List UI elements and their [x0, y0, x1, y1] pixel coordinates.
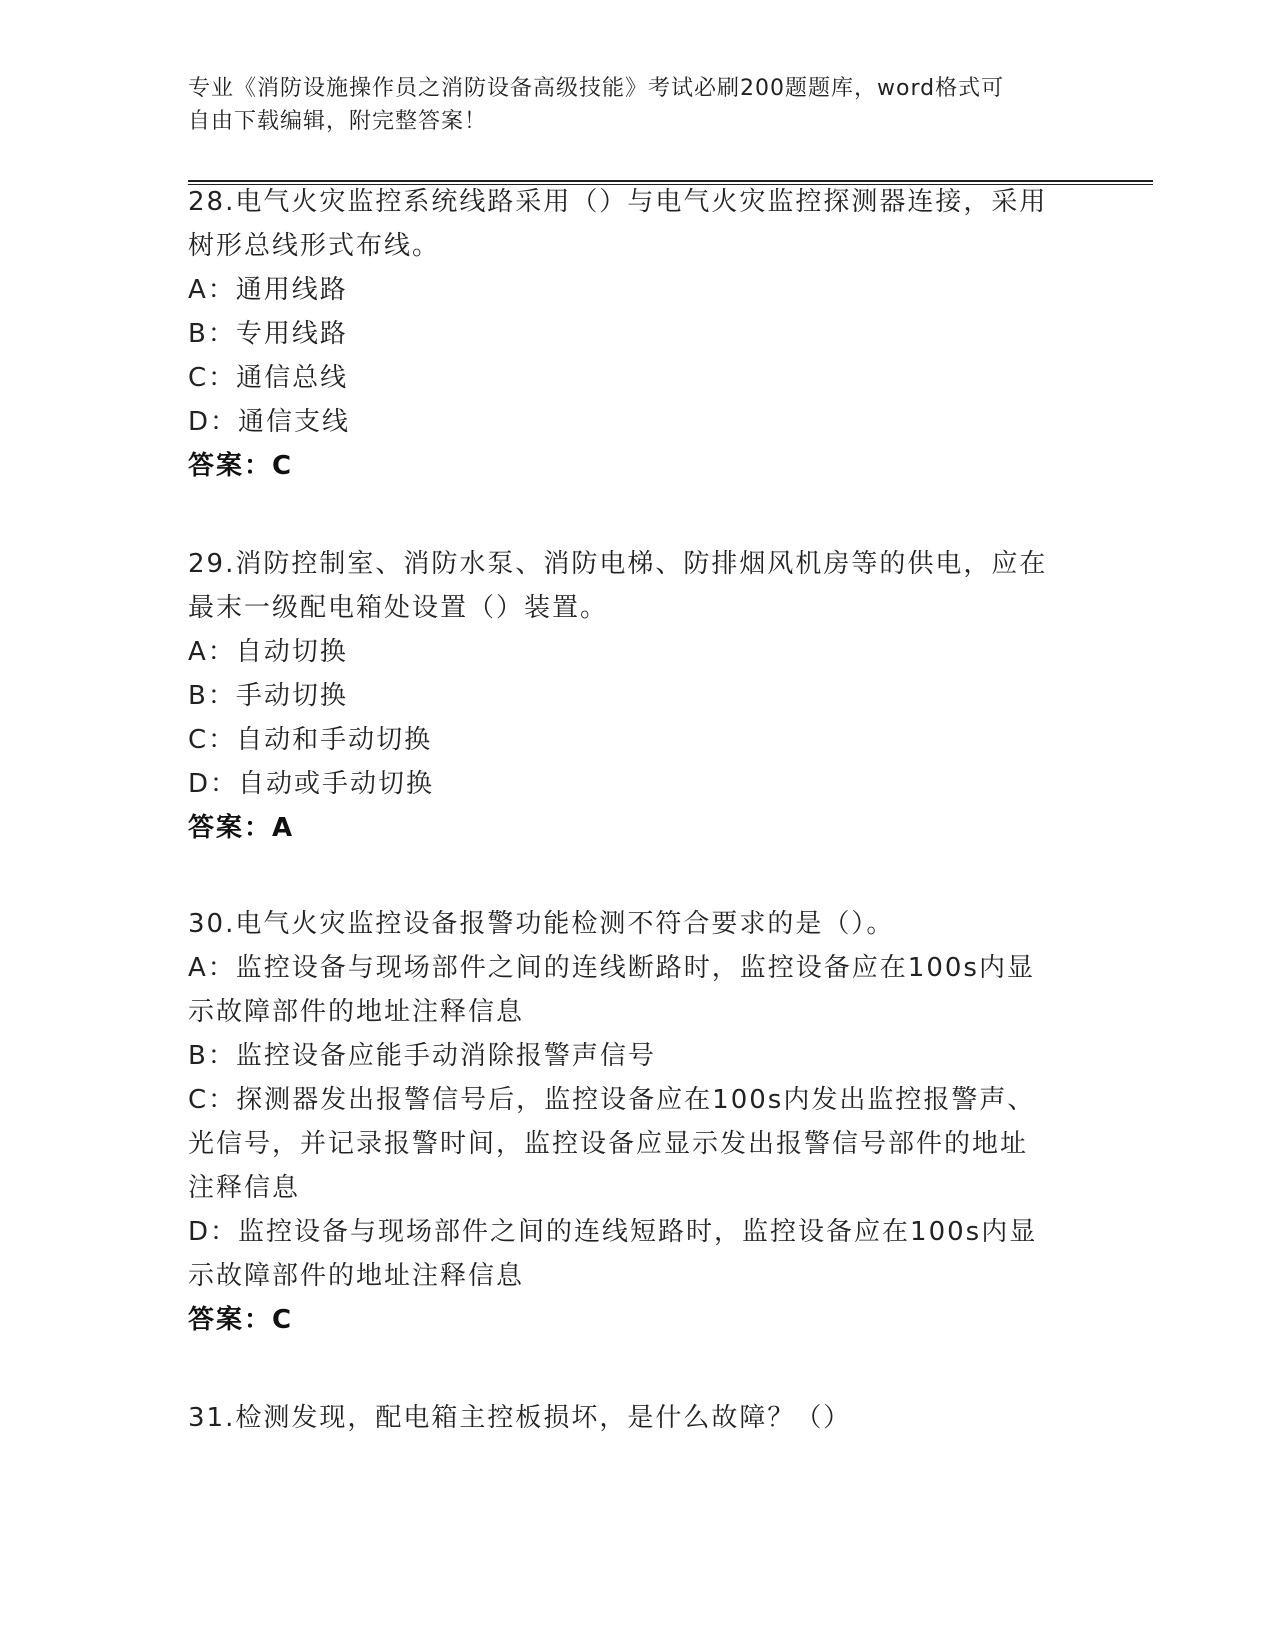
- question-stem-line: 31.检测发现，配电箱主控板损坏，是什么故障？（）: [188, 1403, 852, 1433]
- option-a-continued: 示故障部件的地址注释信息: [188, 997, 525, 1027]
- header-line-2: 自由下载编辑，附完整答案！: [188, 109, 488, 134]
- option-c: C：探测器发出报警信号后，监控设备应在100s内发出监控报警声、: [188, 1085, 1036, 1115]
- option-b: B：监控设备应能手动消除报警声信号: [188, 1041, 656, 1071]
- answer-line: 答案：C: [188, 451, 294, 481]
- question-stem-line: 树形总线形式布线。: [188, 231, 441, 261]
- question-stem-line: 28.电气火灾监控系统线路采用（）与电气火灾监控探测器连接，采用: [188, 187, 1048, 217]
- question-stem-line: 最末一级配电箱处设置（）装置。: [188, 593, 609, 623]
- answer-line: 答案：A: [188, 813, 295, 843]
- header-line-1: 专业《消防设施操作员之消防设备高级技能》考试必刷200题题库，word格式可: [188, 76, 1005, 101]
- option-d-continued: 示故障部件的地址注释信息: [188, 1261, 525, 1291]
- option-b: B：专用线路: [188, 319, 348, 349]
- option-c: C：通信总线: [188, 363, 349, 393]
- option-a: A：自动切换: [188, 637, 348, 667]
- answer-line: 答案：C: [188, 1305, 294, 1335]
- header-divider-thick: [188, 180, 1153, 182]
- document-header: [188, 72, 1088, 138]
- header-divider-thin: [188, 184, 1153, 185]
- option-d: D：通信支线: [188, 407, 351, 437]
- option-a: A：通用线路: [188, 275, 348, 305]
- option-c-continued: 注释信息: [188, 1173, 301, 1203]
- option-d: D：监控设备与现场部件之间的连线短路时，监控设备应在100s内显: [188, 1217, 1038, 1247]
- option-c-continued: 光信号，并记录报警时间，监控设备应显示发出报警信号部件的地址: [188, 1129, 1029, 1159]
- option-a: A：监控设备与现场部件之间的连线断路时，监控设备应在100s内显: [188, 953, 1035, 983]
- question-stem-line: 30.电气火灾监控设备报警功能检测不符合要求的是（）。: [188, 909, 895, 939]
- question-stem-line: 29.消防控制室、消防水泵、消防电梯、防排烟风机房等的供电，应在: [188, 549, 1048, 579]
- option-b: B：手动切换: [188, 681, 348, 711]
- option-d: D：自动或手动切换: [188, 769, 435, 799]
- option-c: C：自动和手动切换: [188, 725, 433, 755]
